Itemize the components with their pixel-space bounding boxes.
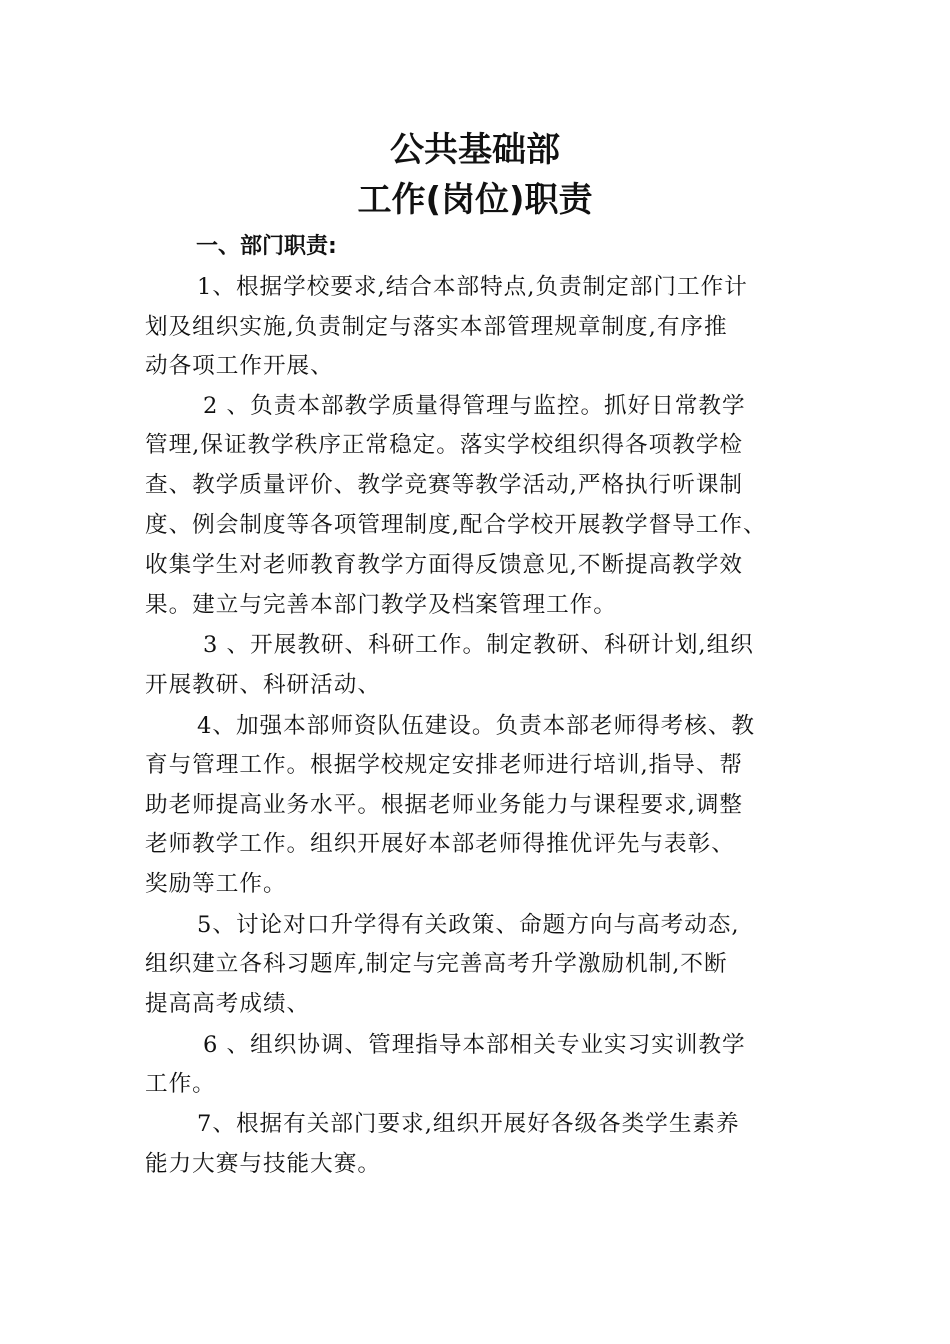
section-heading: 一、部门职责: bbox=[196, 234, 337, 259]
body-line: 提高高考成绩、 bbox=[145, 991, 311, 1017]
document-title-line-2: 工作(岗位)职责 bbox=[357, 180, 593, 220]
body-line: 7、根据有关部门要求,组织开展好各级各类学生素养 bbox=[197, 1111, 740, 1137]
body-line: 育与管理工作。根据学校规定安排老师进行培训,指导、帮 bbox=[145, 752, 744, 778]
body-line: 老师教学工作。组织开展好本部老师得推优评先与表彰、 bbox=[145, 831, 735, 857]
body-line: 5、讨论对口升学得有关政策、命题方向与高考动态, bbox=[197, 912, 740, 938]
body-line: 6 、组织协调、管理指导本部相关专业实习实训教学 bbox=[203, 1032, 746, 1058]
body-line: 奖励等工作。 bbox=[145, 871, 287, 897]
body-line: 3 、开展教研、科研工作。制定教研、科研计划,组织 bbox=[203, 632, 754, 658]
body-line: 能力大赛与技能大赛。 bbox=[145, 1151, 381, 1177]
body-line: 开展教研、科研活动、 bbox=[145, 672, 381, 698]
body-line: 4、加强本部师资队伍建设。负责本部老师得考核、教 bbox=[197, 713, 756, 739]
body-line: 管理,保证教学秩序正常稳定。落实学校组织得各项教学检 bbox=[145, 432, 744, 458]
body-line: 划及组织实施,负责制定与落实本部管理规章制度,有序推 bbox=[145, 314, 728, 340]
body-line: 1、根据学校要求,结合本部特点,负责制定部门工作计 bbox=[197, 274, 748, 300]
body-line: 动各项工作开展、 bbox=[145, 353, 334, 379]
body-line: 度、例会制度等各项管理制度,配合学校开展教学督导工作、 bbox=[145, 512, 767, 538]
body-line: 工作。 bbox=[145, 1071, 216, 1097]
body-line: 组织建立各科习题库,制定与完善高考升学激励机制,不断 bbox=[145, 951, 728, 977]
body-line: 果。建立与完善本部门教学及档案管理工作。 bbox=[145, 592, 617, 618]
body-line: 助老师提高业务水平。根据老师业务能力与课程要求,调整 bbox=[145, 792, 744, 818]
body-line: 2 、负责本部教学质量得管理与监控。抓好日常教学 bbox=[203, 393, 746, 419]
body-line: 收集学生对老师教育教学方面得反馈意见,不断提高教学效 bbox=[145, 552, 744, 578]
body-line: 查、教学质量评价、教学竞赛等教学活动,严格执行听课制 bbox=[145, 472, 744, 498]
document-title-line-1: 公共基础部 bbox=[390, 130, 560, 170]
